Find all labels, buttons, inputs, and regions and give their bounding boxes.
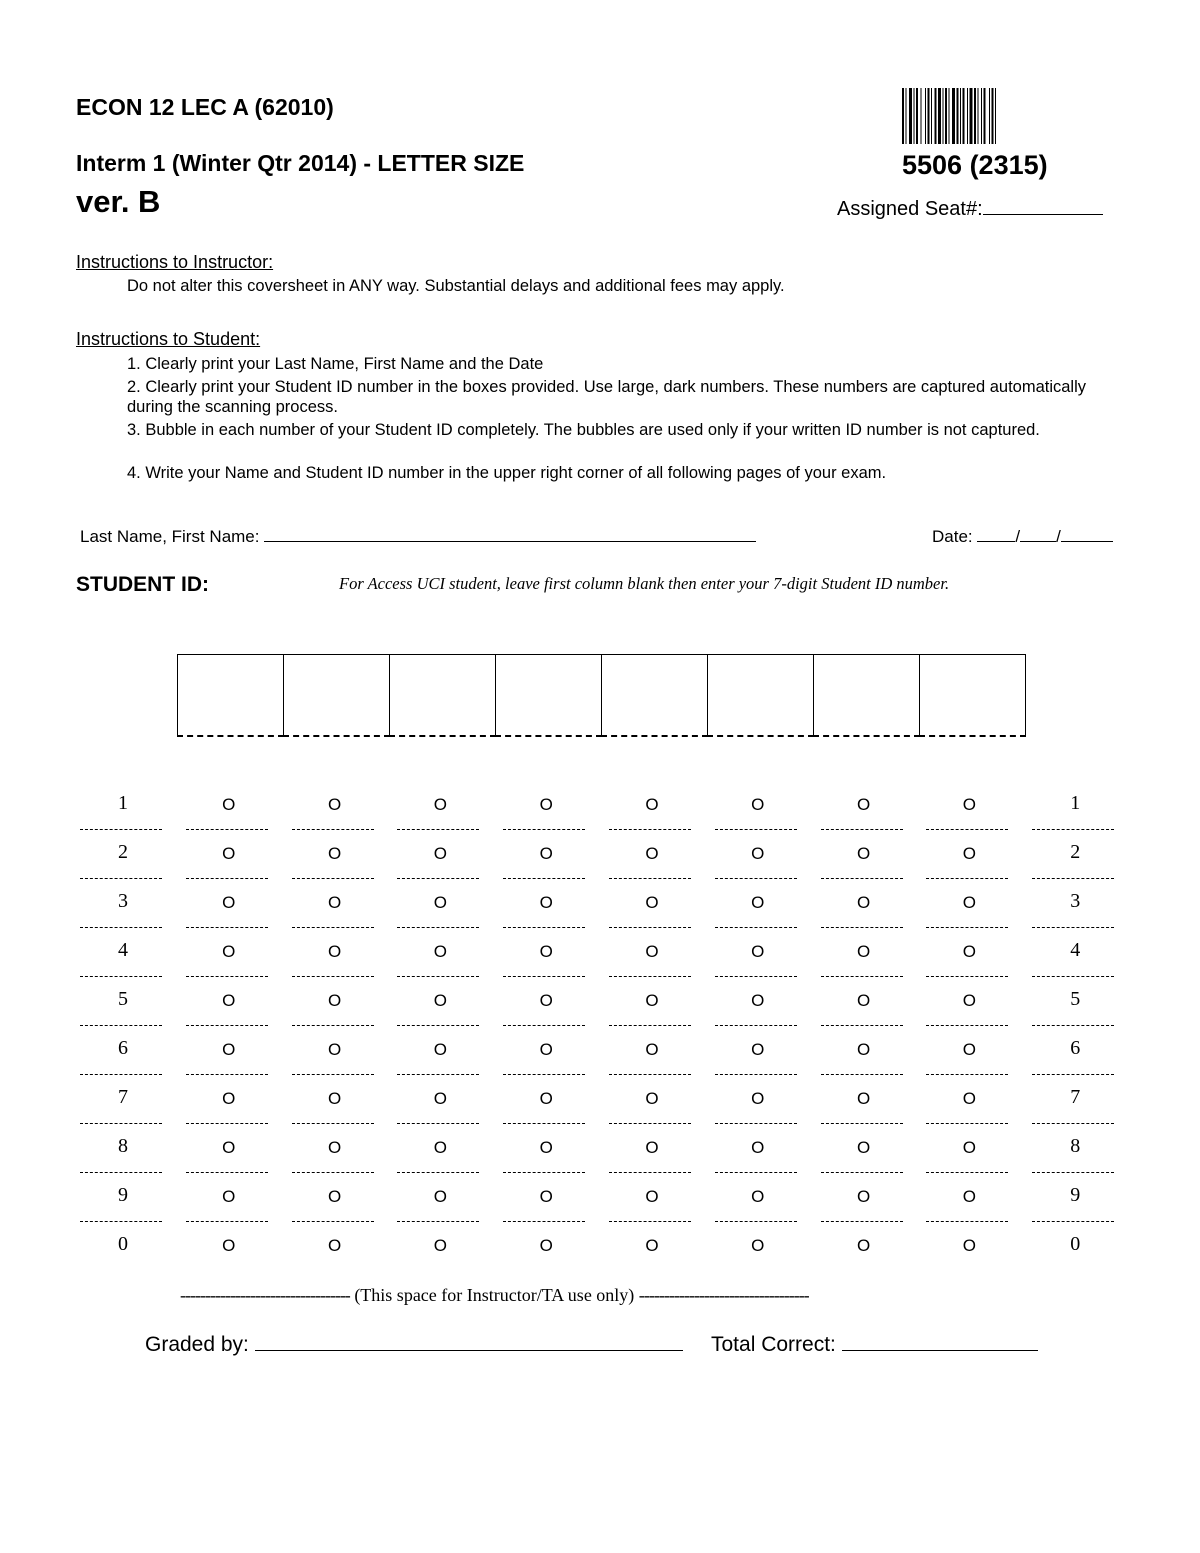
grid-divider — [503, 878, 585, 879]
grid-divider — [1032, 829, 1114, 830]
id-bubble[interactable]: O — [751, 1089, 765, 1108]
id-bubble[interactable]: O — [327, 942, 342, 961]
grid-divider — [292, 1025, 374, 1026]
grid-divider — [186, 976, 268, 977]
id-bubble[interactable]: O — [856, 893, 871, 912]
digit-label: 6 — [118, 1037, 128, 1059]
grid-divider — [609, 1074, 691, 1075]
id-bubble[interactable]: O — [433, 942, 447, 961]
grid-divider — [1032, 927, 1114, 928]
student-id-box[interactable] — [601, 654, 708, 737]
grid-divider — [821, 829, 903, 830]
grid-divider — [186, 1172, 268, 1173]
id-bubble[interactable]: O — [327, 1187, 342, 1206]
grid-divider — [503, 1221, 585, 1222]
digit-label: 9 — [118, 1184, 128, 1206]
grid-divider — [80, 1221, 162, 1222]
student-id-label: STUDENT ID: — [76, 573, 209, 596]
grid-divider — [186, 927, 268, 928]
grid-divider — [80, 1074, 162, 1075]
digit-label: 0 — [118, 1233, 128, 1255]
id-bubble[interactable]: O — [962, 991, 976, 1010]
grid-divider — [503, 976, 585, 977]
id-bubble[interactable]: O — [856, 991, 871, 1010]
ta-dashes-left: ---------------------------------- — [180, 1285, 350, 1305]
id-bubble[interactable]: O — [751, 1236, 765, 1255]
id-bubble[interactable]: O — [539, 893, 553, 912]
grid-divider — [1032, 1221, 1114, 1222]
digit-label: 8 — [118, 1135, 128, 1157]
grid-divider — [1032, 1123, 1114, 1124]
digit-label: 0 — [1070, 1233, 1081, 1255]
grid-divider — [926, 1123, 1008, 1124]
graded-by-field[interactable] — [255, 1350, 683, 1351]
student-id-boxes — [177, 654, 1025, 737]
grid-divider — [609, 1221, 691, 1222]
total-correct-field[interactable] — [842, 1350, 1038, 1351]
exam-version: ver. B — [76, 184, 161, 219]
id-bubble[interactable]: O — [962, 1138, 976, 1157]
grid-divider — [926, 1172, 1008, 1173]
grid-divider — [609, 878, 691, 879]
id-bubble[interactable]: O — [222, 844, 236, 863]
grid-divider — [821, 1025, 903, 1026]
grid-divider — [397, 1172, 479, 1173]
grid-divider — [80, 927, 162, 928]
id-bubble[interactable]: O — [751, 942, 765, 961]
id-bubble[interactable]: O — [433, 844, 447, 863]
name-field[interactable] — [264, 541, 756, 542]
id-bubble[interactable]: O — [539, 844, 553, 863]
id-bubble[interactable]: O — [222, 795, 236, 814]
student-id-box[interactable] — [707, 654, 814, 737]
barcode — [900, 88, 1040, 144]
id-bubble[interactable]: O — [645, 1187, 659, 1206]
grid-divider — [80, 1025, 162, 1026]
digit-label: 2 — [118, 841, 128, 863]
id-bubble[interactable]: O — [539, 942, 553, 961]
id-bubble[interactable]: O — [962, 942, 976, 961]
digit-label: 9 — [1070, 1184, 1081, 1206]
id-bubble[interactable]: O — [433, 1040, 447, 1059]
digit-label: 2 — [1070, 841, 1081, 863]
date-separator: / — [1056, 527, 1061, 546]
grid-divider — [609, 1172, 691, 1173]
graded-by-label: Graded by: — [145, 1333, 249, 1356]
grid-divider — [821, 878, 903, 879]
id-bubble[interactable]: O — [222, 1040, 236, 1059]
id-bubble[interactable]: O — [856, 844, 871, 863]
id-bubble[interactable]: O — [962, 844, 976, 863]
grid-divider — [503, 829, 585, 830]
grid-divider — [821, 1221, 903, 1222]
id-bubble[interactable]: O — [327, 844, 342, 863]
exam-title: Interm 1 (Winter Qtr 2014) - LETTER SIZE — [76, 150, 525, 176]
digit-label: 4 — [1070, 939, 1081, 961]
id-bubble[interactable]: O — [539, 1089, 553, 1108]
ta-use-row — [180, 1285, 809, 1306]
id-bubble[interactable]: O — [433, 893, 447, 912]
id-bubble[interactable]: O — [645, 795, 659, 814]
id-bubble[interactable]: O — [539, 1040, 553, 1059]
student-instruction: 3. Bubble in each number of your Student ID completely. The bubbles are used only if your written ID number is not captured. — [127, 421, 1040, 439]
id-bubble[interactable]: O — [433, 1187, 447, 1206]
id-bubble[interactable]: O — [539, 1187, 553, 1206]
student-id-box[interactable] — [389, 654, 496, 737]
grid-divider — [926, 976, 1008, 977]
grid-divider — [186, 1221, 268, 1222]
grid-divider — [926, 1074, 1008, 1075]
digit-label: 5 — [118, 988, 128, 1010]
total-correct-label: Total Correct: — [711, 1333, 836, 1356]
date-day-field[interactable] — [1020, 541, 1056, 542]
id-bubble[interactable]: O — [751, 795, 765, 814]
grid-divider — [503, 927, 585, 928]
student-id-box[interactable] — [495, 654, 602, 737]
id-bubble[interactable]: O — [856, 1138, 871, 1157]
digit-label: 1 — [118, 792, 128, 814]
id-bubble[interactable]: O — [222, 1187, 236, 1206]
grid-divider — [609, 1123, 691, 1124]
grid-divider — [503, 1172, 585, 1173]
id-bubble[interactable]: O — [327, 1040, 342, 1059]
grid-divider — [1032, 1074, 1114, 1075]
id-bubble[interactable]: O — [433, 795, 447, 814]
grid-divider — [80, 829, 162, 830]
grid-divider — [292, 927, 374, 928]
name-label: Last Name, First Name: — [80, 527, 260, 546]
grid-divider — [292, 829, 374, 830]
grid-divider — [292, 976, 374, 977]
id-bubble[interactable]: O — [751, 1040, 765, 1059]
total-correct-row — [711, 1333, 1038, 1357]
student-id-box[interactable] — [283, 654, 390, 737]
id-bubble[interactable]: O — [962, 795, 976, 814]
id-bubble[interactable]: O — [856, 1089, 871, 1108]
id-bubble[interactable]: O — [856, 942, 871, 961]
grid-divider — [186, 878, 268, 879]
id-bubble[interactable]: O — [327, 893, 342, 912]
instructor-text: Do not alter this coversheet in ANY way. Substantial delays and additional fees may apply. — [127, 277, 785, 295]
id-bubble[interactable]: O — [222, 942, 236, 961]
grid-divider — [80, 976, 162, 977]
id-bubble[interactable]: O — [962, 1089, 976, 1108]
grid-divider — [715, 1025, 797, 1026]
date-separator: / — [1015, 527, 1021, 546]
id-bubble[interactable]: O — [856, 1040, 871, 1059]
grid-divider — [715, 1221, 797, 1222]
grid-divider — [292, 1172, 374, 1173]
id-bubble[interactable]: O — [539, 991, 553, 1010]
grid-divider — [821, 976, 903, 977]
id-bubble[interactable]: O — [751, 1187, 765, 1206]
grid-divider — [715, 927, 797, 928]
grid-divider — [397, 1123, 479, 1124]
id-bubble[interactable]: O — [539, 1236, 553, 1255]
grid-divider — [292, 1074, 374, 1075]
ta-dashes-right: ---------------------------------- — [638, 1285, 809, 1305]
grid-divider — [1032, 1172, 1114, 1173]
grid-divider — [821, 927, 903, 928]
id-bubble[interactable]: O — [962, 893, 976, 912]
student-id-box[interactable] — [813, 654, 920, 737]
assigned-seat — [837, 198, 1103, 221]
grid-divider — [503, 1025, 585, 1026]
grid-divider — [926, 1221, 1008, 1222]
date-month-field[interactable] — [977, 541, 1015, 542]
id-bubble[interactable]: O — [327, 1236, 342, 1255]
id-bubble[interactable]: O — [645, 1040, 659, 1059]
grid-divider — [715, 1123, 797, 1124]
digit-label: 7 — [1070, 1086, 1081, 1108]
grid-divider — [397, 927, 479, 928]
id-bubble[interactable]: O — [222, 893, 236, 912]
digit-label: 1 — [1070, 792, 1081, 814]
grid-divider — [926, 878, 1008, 879]
id-bubble[interactable]: O — [539, 1138, 553, 1157]
student-instruction: 4. Write your Name and Student ID number in the upper right corner of all following pages of your exam. — [127, 464, 887, 482]
id-bubble[interactable]: O — [751, 844, 765, 863]
grid-divider — [609, 976, 691, 977]
digit-label: 6 — [1070, 1037, 1081, 1059]
grid-divider — [926, 927, 1008, 928]
grid-divider — [186, 1123, 268, 1124]
course-title: ECON 12 LEC A (62010) — [76, 94, 334, 120]
id-bubble[interactable]: O — [433, 1089, 447, 1108]
id-bubble[interactable]: O — [962, 1040, 976, 1059]
id-bubble[interactable]: O — [222, 991, 236, 1010]
grid-divider — [186, 829, 268, 830]
id-bubble[interactable]: O — [856, 795, 871, 814]
grid-divider — [1032, 976, 1114, 977]
graded-by-row — [145, 1333, 683, 1357]
id-bubble[interactable]: O — [222, 1089, 236, 1108]
assigned-seat-field[interactable] — [983, 214, 1103, 215]
grid-divider — [397, 1025, 479, 1026]
grid-divider — [715, 1074, 797, 1075]
date-label: Date: — [932, 527, 973, 546]
student-instruction: 2. Clearly print your Student ID number in the boxes provided. Use large, dark numbers. These numbers are captured automatically during the scanning process. — [127, 378, 1087, 416]
id-bubble[interactable]: O — [962, 1187, 976, 1206]
student-id-box[interactable] — [177, 654, 284, 737]
grid-divider — [926, 1025, 1008, 1026]
id-bubble[interactable]: O — [327, 795, 342, 814]
id-bubble[interactable]: O — [645, 1089, 659, 1108]
id-bubble[interactable]: O — [327, 991, 342, 1010]
id-bubble[interactable]: O — [856, 1187, 871, 1206]
date-year-field[interactable] — [1061, 541, 1113, 542]
grid-divider — [821, 1074, 903, 1075]
grid-divider — [80, 1123, 162, 1124]
id-bubble[interactable]: O — [645, 942, 659, 961]
grid-divider — [926, 829, 1008, 830]
digit-label: 3 — [1070, 890, 1081, 912]
grid-divider — [292, 1123, 374, 1124]
id-bubble[interactable]: O — [751, 991, 765, 1010]
grid-divider — [397, 1074, 479, 1075]
id-bubble[interactable]: O — [433, 1236, 447, 1255]
grid-divider — [80, 1172, 162, 1173]
id-bubble[interactable]: O — [645, 1138, 659, 1157]
grid-divider — [821, 1172, 903, 1173]
grid-divider — [1032, 878, 1114, 879]
grid-divider — [1032, 1025, 1114, 1026]
id-bubble[interactable]: O — [222, 1236, 236, 1255]
id-bubble[interactable]: O — [645, 844, 659, 863]
grid-divider — [609, 829, 691, 830]
digit-label: 8 — [1070, 1135, 1081, 1157]
id-bubble[interactable]: O — [645, 991, 659, 1010]
date-row — [932, 527, 1113, 547]
id-bubble[interactable]: O — [222, 1138, 236, 1157]
id-bubble[interactable]: O — [645, 893, 659, 912]
id-bubble[interactable]: O — [539, 795, 553, 814]
grid-divider — [609, 927, 691, 928]
digit-label: 5 — [1070, 988, 1081, 1010]
grid-divider — [397, 976, 479, 977]
grid-divider — [503, 1074, 585, 1075]
id-bubble[interactable]: O — [433, 991, 447, 1010]
digit-label: 3 — [118, 890, 128, 912]
grid-divider — [292, 878, 374, 879]
id-bubble[interactable]: O — [433, 1138, 447, 1157]
student-heading: Instructions to Student: — [76, 329, 261, 349]
grid-divider — [397, 1221, 479, 1222]
instructor-heading: Instructions to Instructor: — [76, 252, 274, 272]
grid-divider — [186, 1025, 268, 1026]
name-row — [80, 527, 756, 547]
id-bubble[interactable]: O — [327, 1089, 342, 1108]
assigned-seat-label: Assigned Seat#: — [837, 198, 983, 220]
grid-divider — [821, 1123, 903, 1124]
grid-divider — [715, 1172, 797, 1173]
student-id-note: For Access UCI student, leave first column blank then enter your 7-digit Student ID number. — [339, 574, 950, 593]
grid-divider — [715, 829, 797, 830]
grid-divider — [503, 1123, 585, 1124]
student-id-box[interactable] — [919, 654, 1026, 737]
grid-divider — [292, 1221, 374, 1222]
grid-divider — [397, 878, 479, 879]
id-bubble[interactable]: O — [856, 1236, 871, 1255]
grid-divider — [397, 829, 479, 830]
id-bubble[interactable]: O — [962, 1236, 976, 1255]
id-bubble[interactable]: O — [751, 1138, 765, 1157]
grid-divider — [80, 878, 162, 879]
digit-label: 7 — [118, 1086, 128, 1108]
grid-divider — [715, 976, 797, 977]
digit-label: 4 — [118, 939, 128, 961]
student-instruction: 1. Clearly print your Last Name, First Name and the Date — [127, 355, 544, 373]
grid-divider — [609, 1025, 691, 1026]
exam-code: 5506 (2315) — [902, 150, 1048, 180]
id-bubble[interactable]: O — [327, 1138, 342, 1157]
id-bubble[interactable]: O — [751, 893, 765, 912]
id-bubble[interactable]: O — [645, 1236, 659, 1255]
grid-divider — [186, 1074, 268, 1075]
ta-note: (This space for Instructor/TA use only) — [354, 1285, 635, 1305]
grid-divider — [715, 878, 797, 879]
